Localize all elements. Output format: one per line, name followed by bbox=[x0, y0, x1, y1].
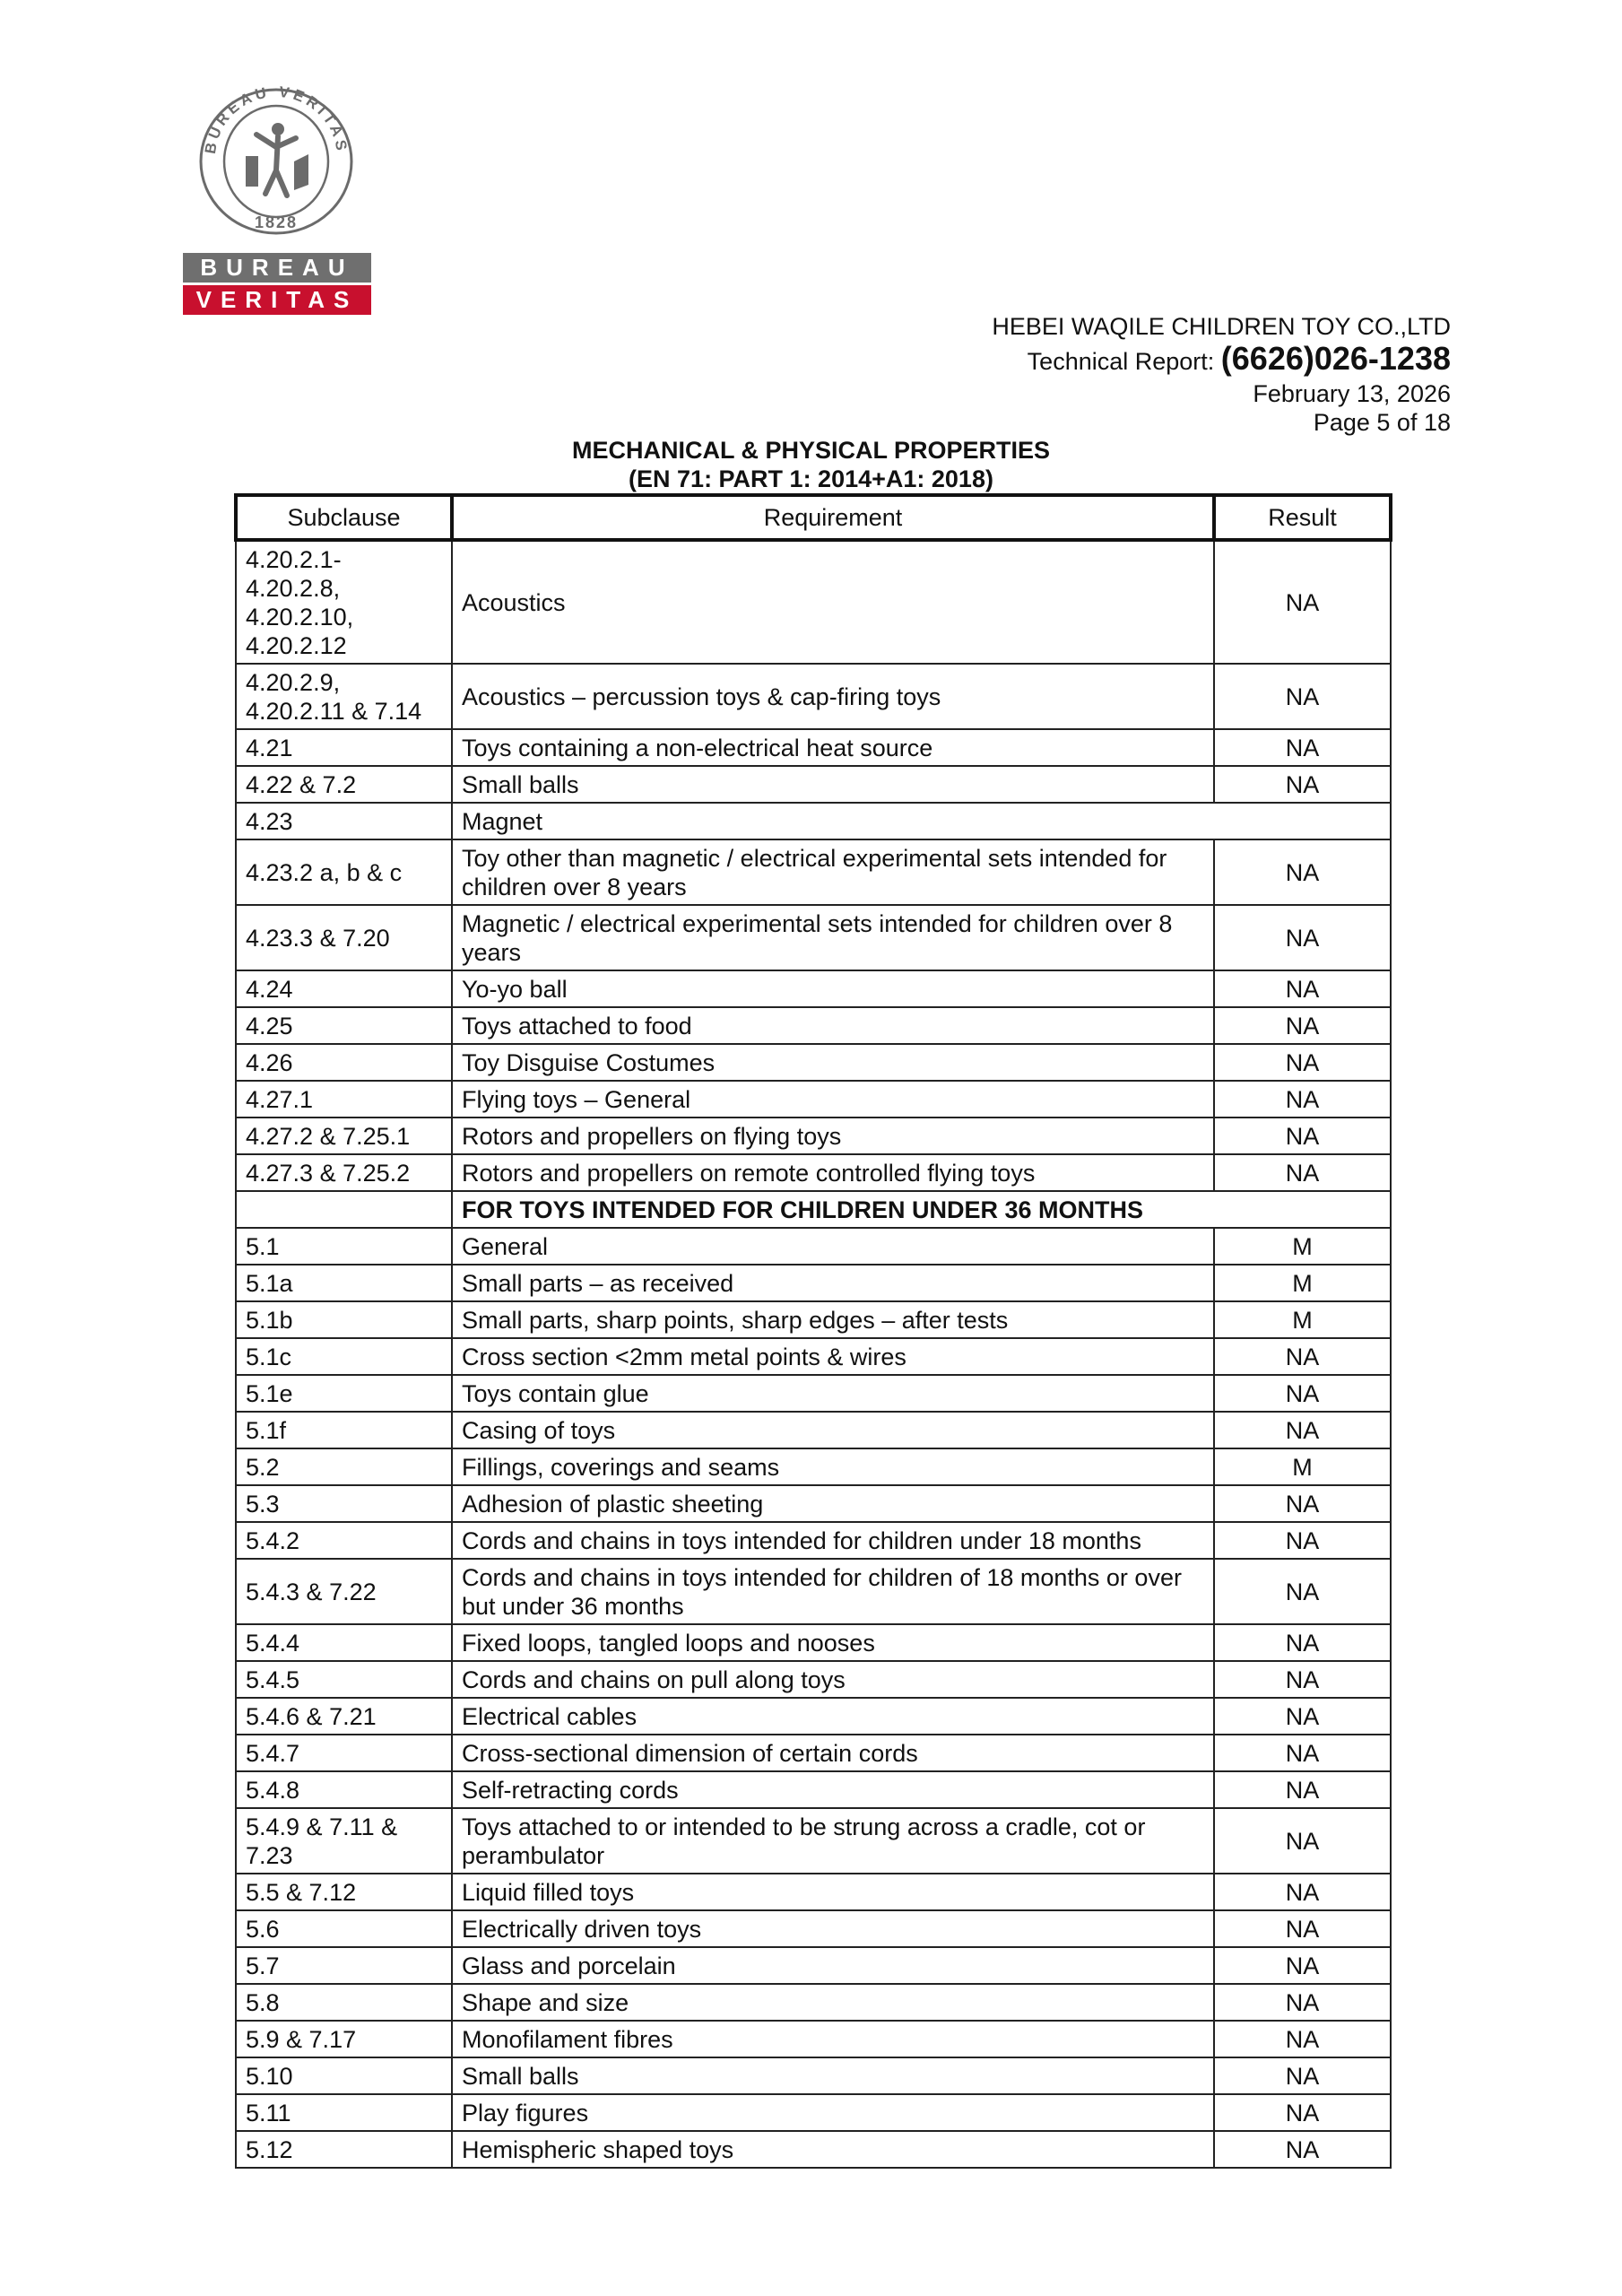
result-cell: NA bbox=[1214, 729, 1391, 766]
table-row bbox=[236, 766, 1391, 803]
table-row bbox=[236, 1081, 1391, 1118]
requirement-cell: Small balls bbox=[452, 766, 1214, 803]
table-row bbox=[236, 1624, 1391, 1661]
requirement-cell: Cords and chains in toys intended for children under 18 months bbox=[452, 1522, 1214, 1559]
table-row bbox=[236, 1412, 1391, 1448]
subclause-cell: 5.1 bbox=[236, 1228, 452, 1265]
result-cell: NA bbox=[1214, 1698, 1391, 1735]
result-cell: NA bbox=[1214, 2021, 1391, 2057]
subclause-cell: 5.4.4 bbox=[236, 1624, 452, 1661]
table-row bbox=[236, 2057, 1391, 2094]
result-cell: NA bbox=[1214, 1118, 1391, 1154]
table-row bbox=[236, 664, 1391, 729]
subclause-cell: 5.4.6 & 7.21 bbox=[236, 1698, 452, 1735]
table-row bbox=[236, 1874, 1391, 1910]
subclause-cell: 5.2 bbox=[236, 1448, 452, 1485]
table-row bbox=[236, 803, 1391, 839]
requirement-cell: Small parts, sharp points, sharp edges – after tests bbox=[452, 1301, 1214, 1338]
requirement-cell: Cross-sectional dimension of certain cords bbox=[452, 1735, 1214, 1771]
result-cell: NA bbox=[1214, 905, 1391, 970]
result-cell: NA bbox=[1214, 1735, 1391, 1771]
result-cell: M bbox=[1214, 1265, 1391, 1301]
requirement-cell: Electrically driven toys bbox=[452, 1910, 1214, 1947]
table-row bbox=[236, 2094, 1391, 2131]
subclause-cell: 4.27.3 & 7.25.2 bbox=[236, 1154, 452, 1191]
requirement-cell: Play figures bbox=[452, 2094, 1214, 2131]
header-subclause: Subclause bbox=[236, 495, 452, 540]
table-row bbox=[236, 1735, 1391, 1771]
section-heading: MECHANICAL & PHYSICAL PROPERTIES bbox=[571, 437, 1051, 464]
subclause-cell: 4.23.2 a, b & c bbox=[236, 839, 452, 905]
company-name: HEBEI WAQILE CHILDREN TOY CO.,LTD bbox=[992, 313, 1451, 340]
svg-text:BUREAU: BUREAU bbox=[200, 254, 354, 281]
table-row bbox=[236, 1375, 1391, 1412]
table-row bbox=[236, 1559, 1391, 1624]
requirement-cell: Monofilament fibres bbox=[452, 2021, 1214, 2057]
table-row bbox=[236, 1698, 1391, 1735]
subclause-cell: 5.4.3 & 7.22 bbox=[236, 1559, 452, 1624]
svg-text:1828: 1828 bbox=[254, 213, 299, 231]
requirement-cell: Acoustics bbox=[452, 540, 1214, 664]
requirement-cell: Acoustics – percussion toys & cap-firing toys bbox=[452, 664, 1214, 729]
requirement-cell: Flying toys – General bbox=[452, 1081, 1214, 1118]
table-row bbox=[236, 1808, 1391, 1874]
svg-text:BUREAU VERITAS: BUREAU VERITAS bbox=[201, 84, 351, 155]
requirement-cell: Toys contain glue bbox=[452, 1375, 1214, 1412]
bureau-veritas-seal-icon bbox=[183, 84, 371, 319]
result-cell: M bbox=[1214, 1448, 1391, 1485]
result-cell: NA bbox=[1214, 2131, 1391, 2168]
result-cell: NA bbox=[1214, 1154, 1391, 1191]
requirement-cell: Small parts – as received bbox=[452, 1265, 1214, 1301]
table-row bbox=[236, 1044, 1391, 1081]
table-row bbox=[236, 2131, 1391, 2168]
table-row bbox=[236, 1485, 1391, 1522]
result-cell: NA bbox=[1214, 1559, 1391, 1624]
result-cell: NA bbox=[1214, 1081, 1391, 1118]
subclause-cell: 5.1c bbox=[236, 1338, 452, 1375]
subclause-cell: 5.5 & 7.12 bbox=[236, 1874, 452, 1910]
result-cell: NA bbox=[1214, 1485, 1391, 1522]
table-row bbox=[236, 1910, 1391, 1947]
requirement-cell: Shape and size bbox=[452, 1984, 1214, 2021]
result-cell: NA bbox=[1214, 1910, 1391, 1947]
subclause-cell bbox=[236, 1191, 452, 1228]
subclause-cell: 4.27.1 bbox=[236, 1081, 452, 1118]
result-cell: NA bbox=[1214, 766, 1391, 803]
table-row bbox=[236, 1191, 1391, 1228]
subclause-cell: 5.1b bbox=[236, 1301, 452, 1338]
requirement-cell: Hemispheric shaped toys bbox=[452, 2131, 1214, 2168]
header-result: Result bbox=[1214, 495, 1391, 540]
requirement-cell: Cords and chains on pull along toys bbox=[452, 1661, 1214, 1698]
requirement-cell: Magnetic / electrical experimental sets intended for children over 8 years bbox=[452, 905, 1214, 970]
requirement-cell: General bbox=[452, 1228, 1214, 1265]
result-cell: NA bbox=[1214, 1874, 1391, 1910]
subclause-cell: 5.4.7 bbox=[236, 1735, 452, 1771]
table-row bbox=[236, 1301, 1391, 1338]
table-row bbox=[236, 905, 1391, 970]
subclause-cell: 4.27.2 & 7.25.1 bbox=[236, 1118, 452, 1154]
table-row bbox=[236, 970, 1391, 1007]
requirement-cell: Rotors and propellers on remote controlled flying toys bbox=[452, 1154, 1214, 1191]
subclause-cell: 5.12 bbox=[236, 2131, 452, 2168]
result-cell: NA bbox=[1214, 664, 1391, 729]
subclause-cell: 5.3 bbox=[236, 1485, 452, 1522]
result-cell: NA bbox=[1214, 970, 1391, 1007]
table-header-row bbox=[236, 495, 1391, 540]
header-requirement: Requirement bbox=[452, 495, 1214, 540]
result-cell: NA bbox=[1214, 1007, 1391, 1044]
result-cell: NA bbox=[1214, 1522, 1391, 1559]
subclause-cell: 4.20.2.9, 4.20.2.11 & 7.14 bbox=[236, 664, 452, 729]
result-cell: NA bbox=[1214, 540, 1391, 664]
report-number: (6626)026-1238 bbox=[1220, 340, 1451, 377]
result-cell: NA bbox=[1214, 1661, 1391, 1698]
requirement-cell: Small balls bbox=[452, 2057, 1214, 2094]
subclause-cell: 5.4.5 bbox=[236, 1661, 452, 1698]
result-cell: NA bbox=[1214, 1412, 1391, 1448]
subclause-cell: 4.24 bbox=[236, 970, 452, 1007]
table-row bbox=[236, 839, 1391, 905]
table-row bbox=[236, 1661, 1391, 1698]
section-standard: (EN 71: PART 1: 2014+A1: 2018) bbox=[629, 465, 993, 492]
subclause-cell: 5.11 bbox=[236, 2094, 452, 2131]
table-row bbox=[236, 1154, 1391, 1191]
table-row bbox=[236, 729, 1391, 766]
subclause-cell: 5.10 bbox=[236, 2057, 452, 2094]
subclause-cell: 5.6 bbox=[236, 1910, 452, 1947]
subclause-cell: 5.7 bbox=[236, 1947, 452, 1984]
table-row bbox=[236, 1947, 1391, 1984]
result-cell: NA bbox=[1214, 1044, 1391, 1081]
table-row bbox=[236, 2021, 1391, 2057]
requirement-cell: Fillings, coverings and seams bbox=[452, 1448, 1214, 1485]
requirement-cell: FOR TOYS INTENDED FOR CHILDREN UNDER 36 MONTHS bbox=[452, 1191, 1391, 1228]
section-title bbox=[233, 436, 1389, 493]
result-cell: NA bbox=[1214, 839, 1391, 905]
table-row bbox=[236, 1228, 1391, 1265]
subclause-cell: 5.9 & 7.17 bbox=[236, 2021, 452, 2057]
requirement-cell: Liquid filled toys bbox=[452, 1874, 1214, 1910]
subclause-cell: 5.4.8 bbox=[236, 1771, 452, 1808]
subclause-cell: 4.22 & 7.2 bbox=[236, 766, 452, 803]
subclause-cell: 4.23 bbox=[236, 803, 452, 839]
table-row bbox=[236, 540, 1391, 664]
svg-text:VERITAS: VERITAS bbox=[195, 286, 359, 313]
report-header bbox=[992, 312, 1451, 437]
requirement-cell: Casing of toys bbox=[452, 1412, 1214, 1448]
subclause-cell: 4.25 bbox=[236, 1007, 452, 1044]
result-cell: NA bbox=[1214, 1808, 1391, 1874]
requirement-cell: Self-retracting cords bbox=[452, 1771, 1214, 1808]
requirement-cell: Glass and porcelain bbox=[452, 1947, 1214, 1984]
requirement-cell: Toys attached to or intended to be strung across a cradle, cot or perambulator bbox=[452, 1808, 1214, 1874]
table-row bbox=[236, 1522, 1391, 1559]
results-table bbox=[234, 493, 1392, 2169]
requirement-cell: Rotors and propellers on flying toys bbox=[452, 1118, 1214, 1154]
requirement-cell: Electrical cables bbox=[452, 1698, 1214, 1735]
subclause-cell: 4.23.3 & 7.20 bbox=[236, 905, 452, 970]
requirement-cell: Magnet bbox=[452, 803, 1391, 839]
subclause-cell: 4.20.2.1- 4.20.2.8, 4.20.2.10, 4.20.2.12 bbox=[236, 540, 452, 664]
requirement-cell: Toy Disguise Costumes bbox=[452, 1044, 1214, 1081]
requirement-cell: Adhesion of plastic sheeting bbox=[452, 1485, 1214, 1522]
bureau-veritas-logo bbox=[183, 84, 371, 319]
subclause-cell: 5.8 bbox=[236, 1984, 452, 2021]
subclause-cell: 5.4.2 bbox=[236, 1522, 452, 1559]
result-cell: NA bbox=[1214, 1984, 1391, 2021]
result-cell: M bbox=[1214, 1301, 1391, 1338]
requirement-cell: Toys containing a non-electrical heat source bbox=[452, 729, 1214, 766]
table-body bbox=[236, 540, 1391, 2168]
result-cell: M bbox=[1214, 1228, 1391, 1265]
requirement-cell: Toy other than magnetic / electrical experimental sets intended for children over 8 years bbox=[452, 839, 1214, 905]
page-number: Page 5 of 18 bbox=[1313, 409, 1451, 436]
result-cell: NA bbox=[1214, 1947, 1391, 1984]
requirement-cell: Fixed loops, tangled loops and nooses bbox=[452, 1624, 1214, 1661]
table-row bbox=[236, 1265, 1391, 1301]
subclause-cell: 5.1a bbox=[236, 1265, 452, 1301]
report-line bbox=[992, 341, 1451, 379]
result-cell: NA bbox=[1214, 2057, 1391, 2094]
result-cell: NA bbox=[1214, 1338, 1391, 1375]
result-cell: NA bbox=[1214, 1624, 1391, 1661]
table-row bbox=[236, 1338, 1391, 1375]
subclause-cell: 5.1e bbox=[236, 1375, 452, 1412]
requirement-cell: Yo-yo ball bbox=[452, 970, 1214, 1007]
table-row bbox=[236, 1984, 1391, 2021]
result-cell: NA bbox=[1214, 1375, 1391, 1412]
subclause-cell: 4.21 bbox=[236, 729, 452, 766]
report-label: Technical Report: bbox=[1027, 348, 1215, 375]
subclause-cell: 5.1f bbox=[236, 1412, 452, 1448]
requirement-cell: Toys attached to food bbox=[452, 1007, 1214, 1044]
result-cell: NA bbox=[1214, 2094, 1391, 2131]
requirement-cell: Cross section <2mm metal points & wires bbox=[452, 1338, 1214, 1375]
table-row bbox=[236, 1007, 1391, 1044]
requirement-cell: Cords and chains in toys intended for children of 18 months or over but under 36 months bbox=[452, 1559, 1214, 1624]
subclause-cell: 5.4.9 & 7.11 & 7.23 bbox=[236, 1808, 452, 1874]
table-row bbox=[236, 1448, 1391, 1485]
result-cell: NA bbox=[1214, 1771, 1391, 1808]
subclause-cell: 4.26 bbox=[236, 1044, 452, 1081]
report-date: February 13, 2026 bbox=[1253, 380, 1451, 407]
table-row bbox=[236, 1118, 1391, 1154]
table-row bbox=[236, 1771, 1391, 1808]
